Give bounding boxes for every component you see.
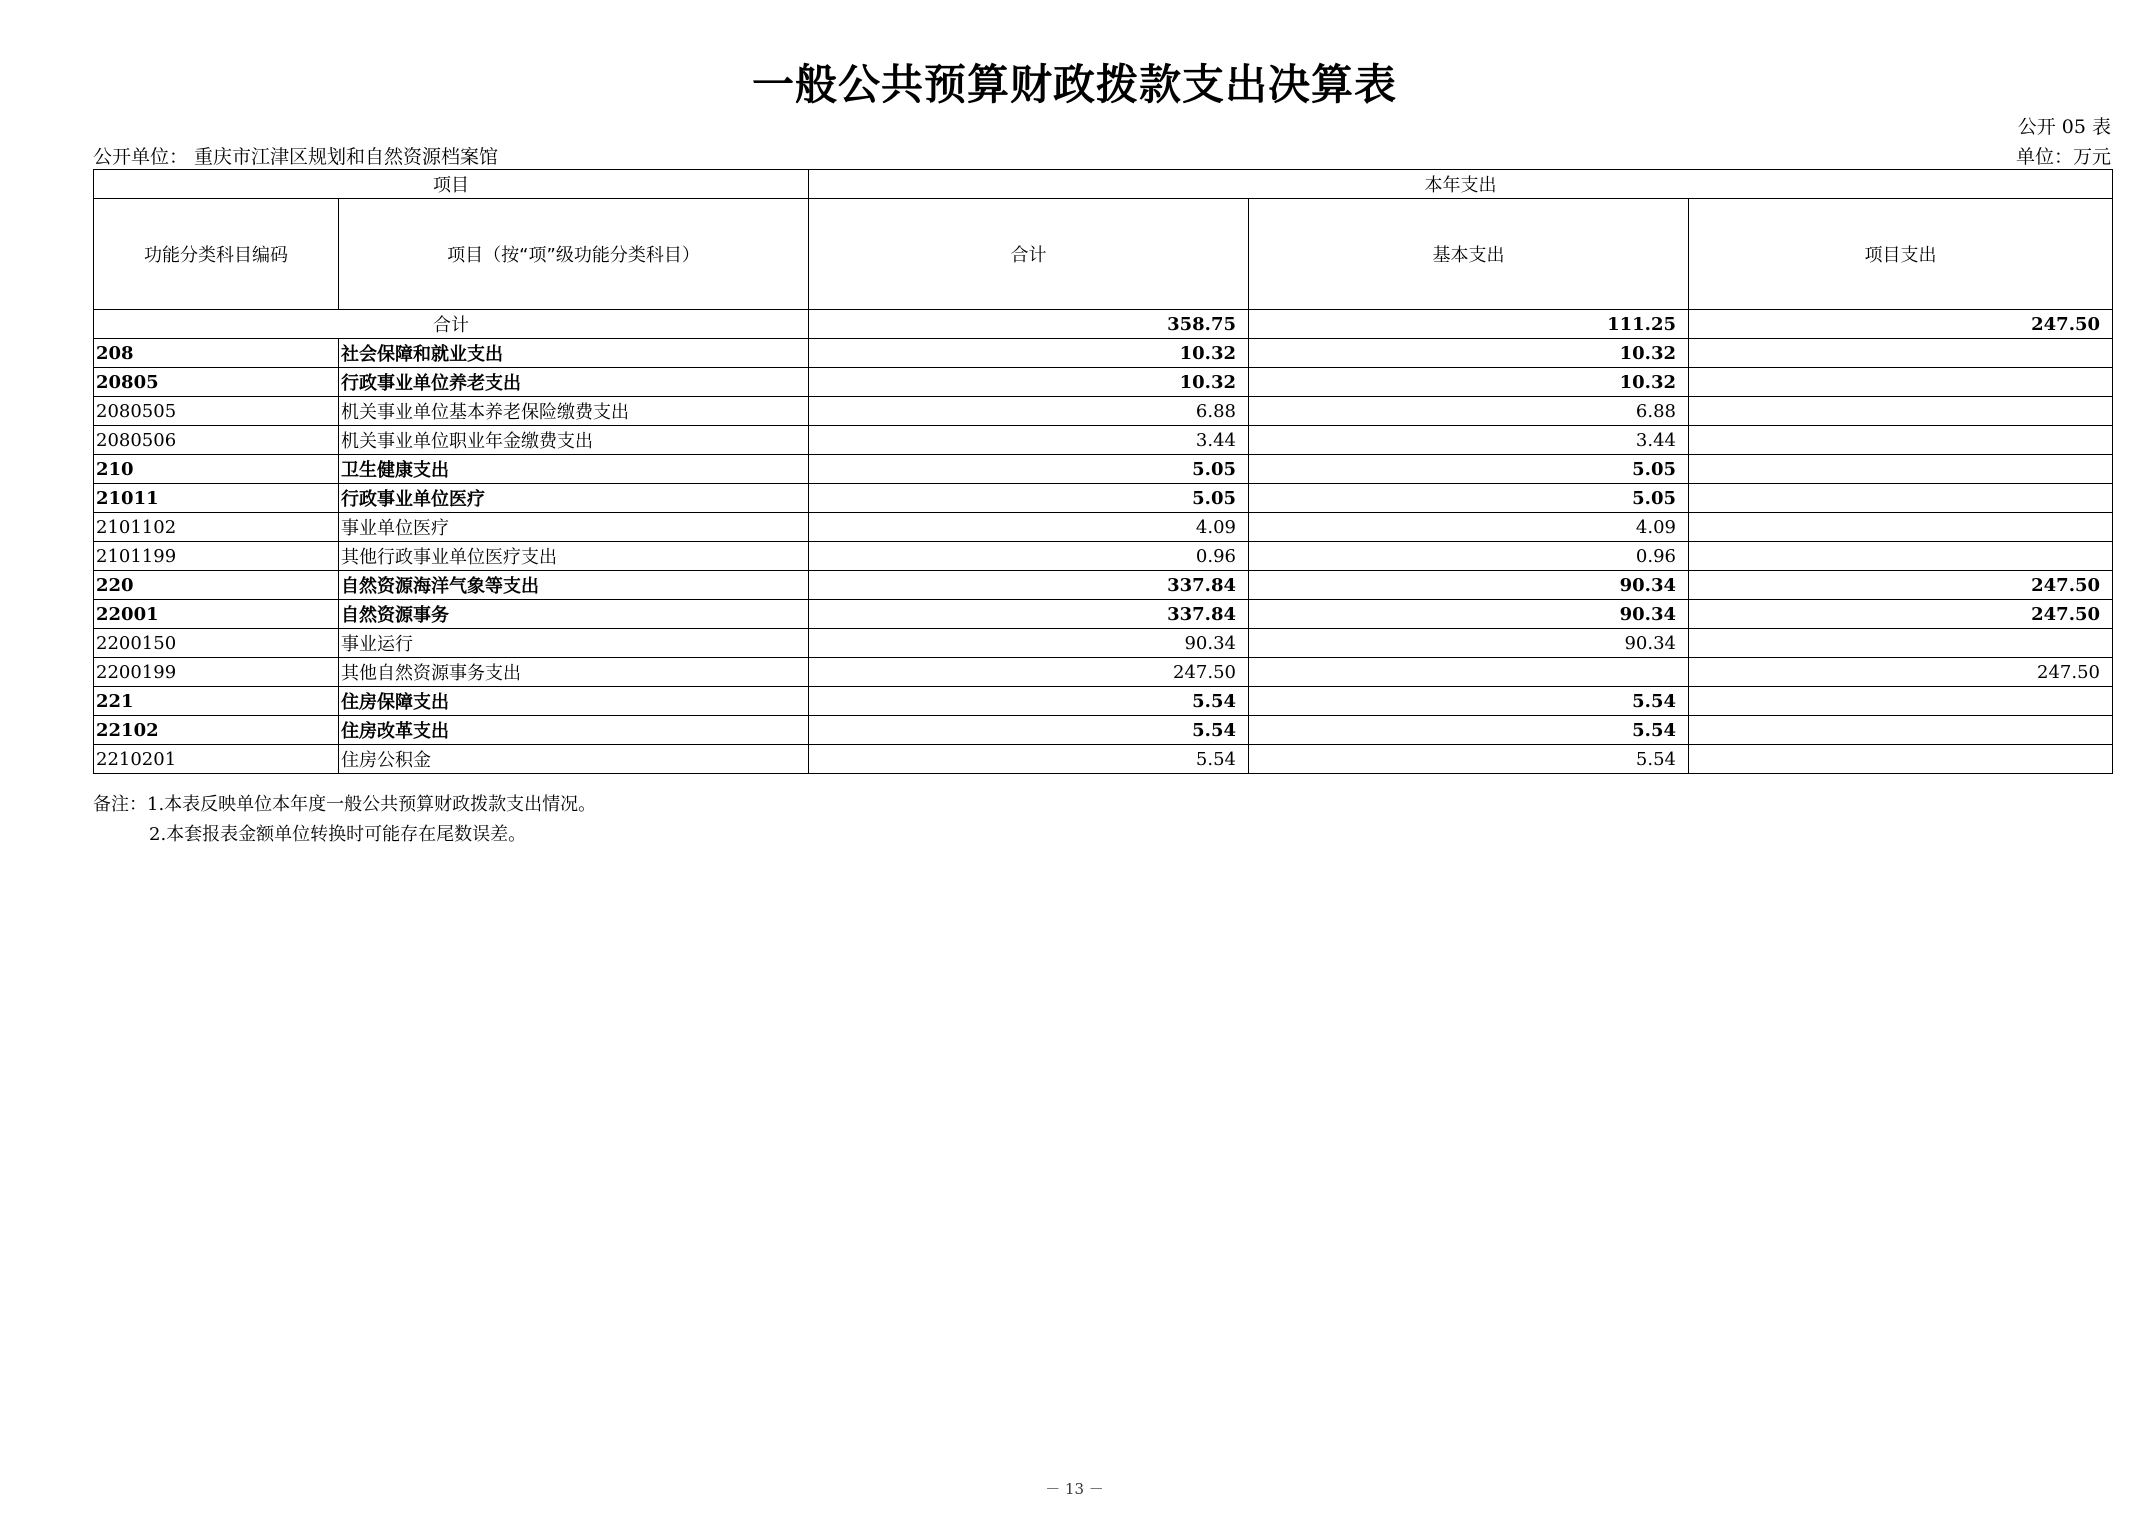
reporting-organization: 公开单位： 重庆市江津区规划和自然资源档案馆 [93,146,499,168]
basic-expenditure-cell: 4.09 [1249,513,1689,542]
total-label: 合计 [94,310,809,339]
function-code-cell: 22001 [94,600,339,629]
total-cell: 3.44 [809,426,1249,455]
project-expenditure-cell [1689,716,2113,745]
table-row [94,397,2113,426]
total-sum: 358.75 [809,310,1249,339]
total-cell: 4.09 [809,513,1249,542]
project-expenditure-cell [1689,455,2113,484]
item-name-cell: 自然资源海洋气象等支出 [339,571,809,600]
total-cell: 337.84 [809,600,1249,629]
basic-expenditure-cell: 90.34 [1249,571,1689,600]
basic-expenditure-cell: 6.88 [1249,397,1689,426]
note-line-2: 2.本套报表金额单位转换时可能存在尾数误差。 [149,824,527,845]
header-project-expenditure: 项目支出 [1689,199,2113,310]
notes [93,790,596,850]
project-expenditure-cell [1689,687,2113,716]
table-row [94,426,2113,455]
table-row [94,629,2113,658]
item-name-cell: 机关事业单位基本养老保险缴费支出 [339,397,809,426]
basic-expenditure-cell: 5.05 [1249,484,1689,513]
item-name-cell: 事业运行 [339,629,809,658]
item-name-cell: 其他自然资源事务支出 [339,658,809,687]
total-cell: 247.50 [809,658,1249,687]
item-name-cell: 行政事业单位养老支出 [339,368,809,397]
function-code-cell: 221 [94,687,339,716]
form-number: 公开 05 表 [2017,116,2111,138]
function-code-cell: 2101199 [94,542,339,571]
project-expenditure-cell [1689,339,2113,368]
item-name-cell: 行政事业单位医疗 [339,484,809,513]
money-unit: 单位：万元 [2015,146,2111,168]
total-row [94,310,2113,339]
function-code-cell: 21011 [94,484,339,513]
function-code-cell: 2200199 [94,658,339,687]
total-cell: 10.32 [809,368,1249,397]
basic-expenditure-cell: 10.32 [1249,368,1689,397]
project-expenditure-cell [1689,629,2113,658]
project-expenditure-cell [1689,368,2113,397]
table-row [94,368,2113,397]
basic-expenditure-cell: 3.44 [1249,426,1689,455]
header-function-code: 功能分类科目编码 [94,199,339,310]
project-expenditure-cell: 247.50 [1689,600,2113,629]
total-cell: 5.05 [809,455,1249,484]
total-cell: 5.54 [809,687,1249,716]
header-project: 项目 [94,170,809,199]
project-expenditure-cell [1689,513,2113,542]
basic-expenditure-cell: 10.32 [1249,339,1689,368]
header-total: 合计 [809,199,1249,310]
project-expenditure-cell: 247.50 [1689,571,2113,600]
function-code-cell: 2200150 [94,629,339,658]
project-expenditure-cell [1689,484,2113,513]
table-row [94,542,2113,571]
basic-expenditure-cell: 5.05 [1249,455,1689,484]
total-project: 247.50 [1689,310,2113,339]
item-name-cell: 社会保障和就业支出 [339,339,809,368]
basic-expenditure-cell: 0.96 [1249,542,1689,571]
item-name-cell: 其他行政事业单位医疗支出 [339,542,809,571]
total-cell: 90.34 [809,629,1249,658]
total-basic: 111.25 [1249,310,1689,339]
table-row [94,600,2113,629]
table-row [94,339,2113,368]
total-cell: 337.84 [809,571,1249,600]
basic-expenditure-cell: 5.54 [1249,687,1689,716]
function-code-cell: 2210201 [94,745,339,774]
header-current-year: 本年支出 [809,170,2113,199]
basic-expenditure-cell [1249,658,1689,687]
item-name-cell: 自然资源事务 [339,600,809,629]
basic-expenditure-cell: 90.34 [1249,629,1689,658]
function-code-cell: 2101102 [94,513,339,542]
table-row [94,484,2113,513]
function-code-cell: 210 [94,455,339,484]
table-row [94,455,2113,484]
page-number: － 13 － [1045,1480,1104,1498]
table-row [94,745,2113,774]
total-cell: 5.54 [809,745,1249,774]
table-row [94,687,2113,716]
function-code-cell: 22102 [94,716,339,745]
basic-expenditure-cell: 90.34 [1249,600,1689,629]
item-name-cell: 住房公积金 [339,745,809,774]
project-expenditure-cell: 247.50 [1689,658,2113,687]
unit-line [93,142,2111,169]
function-code-cell: 220 [94,571,339,600]
project-expenditure-cell [1689,397,2113,426]
project-expenditure-cell [1689,542,2113,571]
table-row [94,513,2113,542]
report-title: 一般公共预算财政拨款支出决算表 [751,60,1397,109]
total-cell: 0.96 [809,542,1249,571]
item-name-cell: 住房改革支出 [339,716,809,745]
basic-expenditure-cell: 5.54 [1249,745,1689,774]
note-line-1: 备注：1.本表反映单位本年度一般公共预算财政拨款支出情况。 [93,794,597,815]
table-row [94,658,2113,687]
function-code-cell: 2080506 [94,426,339,455]
total-cell: 6.88 [809,397,1249,426]
item-name-cell: 卫生健康支出 [339,455,809,484]
item-name-cell: 机关事业单位职业年金缴费支出 [339,426,809,455]
header-item-name: 项目（按“项”级功能分类科目） [339,199,809,310]
total-cell: 5.05 [809,484,1249,513]
table-row [94,571,2113,600]
table-row [94,716,2113,745]
total-cell: 5.54 [809,716,1249,745]
function-code-cell: 208 [94,339,339,368]
project-expenditure-cell [1689,426,2113,455]
header-basic-expenditure: 基本支出 [1249,199,1689,310]
project-expenditure-cell [1689,745,2113,774]
total-cell: 10.32 [809,339,1249,368]
function-code-cell: 20805 [94,368,339,397]
item-name-cell: 事业单位医疗 [339,513,809,542]
basic-expenditure-cell: 5.54 [1249,716,1689,745]
item-name-cell: 住房保障支出 [339,687,809,716]
expenditure-table [93,169,2113,774]
function-code-cell: 2080505 [94,397,339,426]
